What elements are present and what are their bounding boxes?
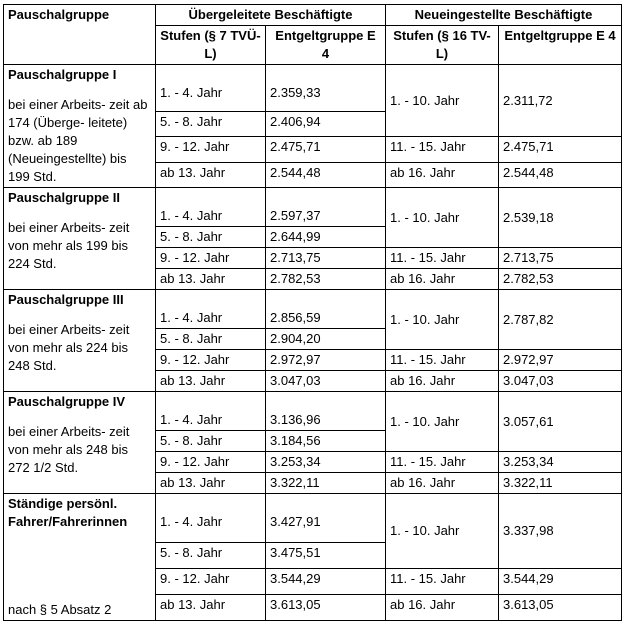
group-label-cell <box>4 392 156 494</box>
entgelt-left: 2.475,71 <box>266 137 386 162</box>
pay-table <box>3 4 622 621</box>
stufe-left: ab 13. Jahr <box>156 594 266 620</box>
entgelt-right: 2.713,75 <box>499 248 622 269</box>
entgelt-left: 2.644,99 <box>266 227 386 248</box>
group-label-cell <box>4 494 156 621</box>
group-label-cell <box>4 188 156 290</box>
stufe-left: ab 13. Jahr <box>156 473 266 494</box>
stufe-right: 11. - 15. Jahr <box>386 248 499 269</box>
entgelt-left: 3.544,29 <box>266 568 386 594</box>
entgelt-left: 2.904,20 <box>266 329 386 350</box>
group-row <box>4 290 622 329</box>
group-title: Pauschalgruppe III <box>8 292 124 307</box>
stufe-right: ab 16. Jahr <box>386 162 499 187</box>
group-row <box>4 65 622 112</box>
header-entgelt-left: Entgeltgruppe E 4 <box>266 26 386 65</box>
stufe-left: 9. - 12. Jahr <box>156 568 266 594</box>
entgelt-left: 3.613,05 <box>266 594 386 620</box>
entgelt-right: 2.475,71 <box>499 137 622 162</box>
entgelt-right: 3.253,34 <box>499 452 622 473</box>
entgelt-left: 2.782,53 <box>266 269 386 290</box>
entgelt-left: 2.359,33 <box>266 65 386 112</box>
group-description: bei einer Arbeits- zeit von mehr als 199 bis 224 Std. <box>8 220 130 271</box>
header-uebergeleitet: Übergeleitete Beschäftigte <box>156 5 386 26</box>
header-neueingestellt: Neueingestellte Beschäftigte <box>386 5 622 26</box>
stufe-left: 5. - 8. Jahr <box>156 227 266 248</box>
entgelt-left: 2.856,59 <box>266 290 386 329</box>
stufe-right: 1. - 10. Jahr <box>386 290 499 350</box>
header-stufen-left: Stufen (§ 7 TVÜ-L) <box>156 26 266 65</box>
entgelt-left: 3.136,96 <box>266 392 386 431</box>
group-description: nach § 5 Absatz 2 <box>8 602 112 617</box>
group-title: Pauschalgruppe II <box>8 190 120 205</box>
stufe-right: 11. - 15. Jahr <box>386 568 499 594</box>
entgelt-left: 2.544,48 <box>266 162 386 187</box>
group-row <box>4 392 622 431</box>
group-title: Ständige persönl. Fahrer/Fahrerinnen <box>8 496 128 529</box>
group-description: bei einer Arbeits- zeit von mehr als 248 bis 272 1/2 Std. <box>8 424 130 475</box>
stufe-left: 9. - 12. Jahr <box>156 248 266 269</box>
stufe-right: 11. - 15. Jahr <box>386 137 499 162</box>
stufe-left: ab 13. Jahr <box>156 269 266 290</box>
entgelt-left: 2.597,37 <box>266 188 386 227</box>
stufe-left: 1. - 4. Jahr <box>156 188 266 227</box>
stufe-left: 1. - 4. Jahr <box>156 494 266 543</box>
stufe-right: 1. - 10. Jahr <box>386 494 499 569</box>
group-title: Pauschalgruppe I <box>8 67 117 82</box>
entgelt-left: 2.972,97 <box>266 350 386 371</box>
entgelt-left: 3.475,51 <box>266 542 386 568</box>
stufe-left: 9. - 12. Jahr <box>156 350 266 371</box>
entgelt-right: 3.337,98 <box>499 494 622 569</box>
stufe-left: ab 13. Jahr <box>156 371 266 392</box>
group-label-cell <box>4 290 156 392</box>
entgelt-left: 3.253,34 <box>266 452 386 473</box>
group-description: bei einer Arbeits- zeit von mehr als 224 bis 248 Std. <box>8 322 130 373</box>
entgelt-left: 3.047,03 <box>266 371 386 392</box>
stufe-left: 1. - 4. Jahr <box>156 392 266 431</box>
stufe-left: 5. - 8. Jahr <box>156 329 266 350</box>
stufe-right: 1. - 10. Jahr <box>386 65 499 137</box>
stufe-right: ab 16. Jahr <box>386 594 499 620</box>
entgelt-right: 3.047,03 <box>499 371 622 392</box>
entgelt-right: 2.782,53 <box>499 269 622 290</box>
entgelt-right: 3.322,11 <box>499 473 622 494</box>
stufe-left: ab 13. Jahr <box>156 162 266 187</box>
group-description: bei einer Arbeits- zeit ab 174 (Überge- leitete) bzw. ab 189 (Neueingestellte) bis 199 Std. <box>8 97 148 184</box>
stufe-right: 11. - 15. Jahr <box>386 350 499 371</box>
stufe-right: ab 16. Jahr <box>386 473 499 494</box>
group-row <box>4 188 622 227</box>
stufe-left: 5. - 8. Jahr <box>156 431 266 452</box>
entgelt-right: 2.972,97 <box>499 350 622 371</box>
document <box>3 4 622 621</box>
header-entgelt-right: Entgeltgruppe E 4 <box>499 26 622 65</box>
stufe-right: 1. - 10. Jahr <box>386 188 499 248</box>
entgelt-right: 2.311,72 <box>499 65 622 137</box>
group-label-cell <box>4 65 156 188</box>
entgelt-right: 2.787,82 <box>499 290 622 350</box>
entgelt-right: 3.613,05 <box>499 594 622 620</box>
stufe-left: 9. - 12. Jahr <box>156 452 266 473</box>
stufe-left: 5. - 8. Jahr <box>156 542 266 568</box>
entgelt-left: 2.713,75 <box>266 248 386 269</box>
header-pauschalgruppe: Pauschalgruppe <box>4 5 156 65</box>
header-row-1 <box>4 5 622 26</box>
entgelt-right: 2.539,18 <box>499 188 622 248</box>
entgelt-right: 2.544,48 <box>499 162 622 187</box>
entgelt-right: 3.544,29 <box>499 568 622 594</box>
header-stufen-right: Stufen (§ 16 TV-L) <box>386 26 499 65</box>
group-title: Pauschalgruppe IV <box>8 394 126 409</box>
group-row <box>4 494 622 543</box>
stufe-left: 9. - 12. Jahr <box>156 137 266 162</box>
stufe-left: 1. - 4. Jahr <box>156 290 266 329</box>
entgelt-left: 3.184,56 <box>266 431 386 452</box>
stufe-left: 1. - 4. Jahr <box>156 65 266 112</box>
stufe-left: 5. - 8. Jahr <box>156 112 266 137</box>
stufe-right: 11. - 15. Jahr <box>386 452 499 473</box>
entgelt-left: 2.406,94 <box>266 112 386 137</box>
entgelt-left: 3.427,91 <box>266 494 386 543</box>
stufe-right: ab 16. Jahr <box>386 371 499 392</box>
entgelt-left: 3.322,11 <box>266 473 386 494</box>
stufe-right: 1. - 10. Jahr <box>386 392 499 452</box>
stufe-right: ab 16. Jahr <box>386 269 499 290</box>
entgelt-right: 3.057,61 <box>499 392 622 452</box>
